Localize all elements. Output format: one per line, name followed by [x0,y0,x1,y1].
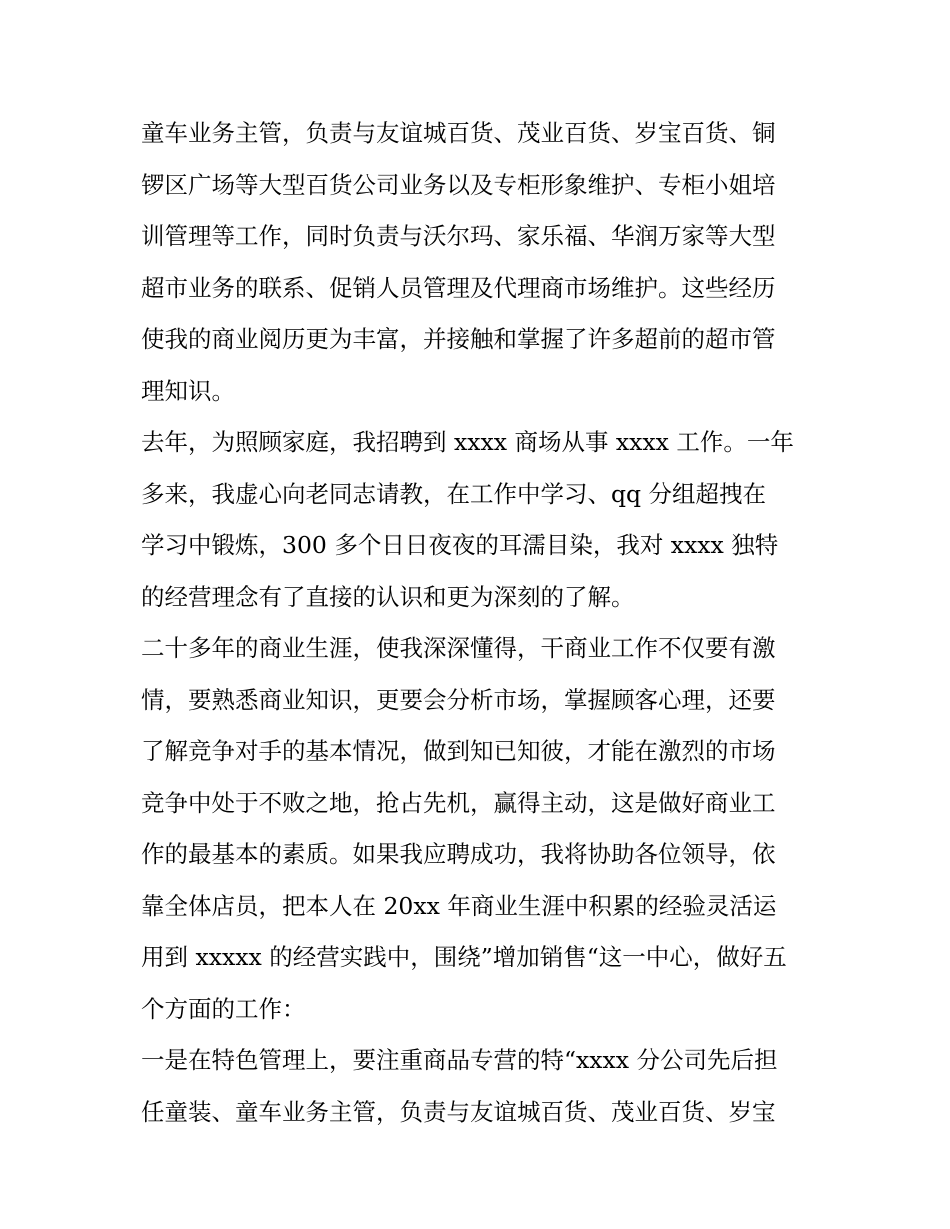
text-line: 多来，我虚心向老同志请教，在工作中学习、qq 分组超拽在 [141,479,767,508]
text-line: 学习中锻炼，300 多个日日夜夜的耳濡目染，我对 xxxx 独特 [141,531,779,559]
paragraph-3 [141,623,821,1035]
text-line: 二十多年的商业生涯，使我深深懂得，干商业工作不仅要有激 [141,634,776,662]
text-line: 作的最基本的素质。如果我应聘成功，我将协助各位领导，依 [141,840,776,868]
paragraph-1 [141,108,821,417]
text-line: 一是在特色管理上，要注重商品专营的特“xxxx 分公司先后担 [141,1046,778,1074]
text-line: 了解竞争对手的基本情况，做到知已知彼，才能在激烈的市场 [141,737,776,765]
text-line: 去年，为照顾家庭，我招聘到 xxxx 商场从事 xxxx 工作。一年 [141,428,794,456]
text-line: 情，要熟悉商业知识，更要会分析市场，掌握顾客心理，还要 [141,685,776,714]
text-line: 锣区广场等大型百货公司业务以及专柜形象维护、专柜小姐培 [141,170,776,199]
text-line: 超市业务的联系、促销人员管理及代理商市场维护。这些经历 [141,273,776,302]
paragraph-4 [141,1035,821,1138]
text-line: 竞争中处于不败之地，抢占先机，赢得主动，这是做好商业工 [141,788,776,817]
text-line: 理知识。 [141,376,235,405]
text-line: 的经营理念有了直接的认识和更为深刻的了解。 [141,582,635,611]
text-line: 任童装、童车业务主管，负责与友谊城百货、茂业百货、岁宝 [141,1097,776,1126]
document-body [141,108,821,1138]
paragraph-2 [141,417,821,623]
text-line: 个方面的工作： [141,994,306,1023]
text-line: 靠全体店员，把本人在 20xx 年商业生涯中积累的经验灵活运 [141,891,777,920]
text-line: 用到 xxxxx 的经营实践中，围绕”增加销售“这一中心，做好五 [141,943,787,971]
text-line: 童车业务主管，负责与友谊城百货、茂业百货、岁宝百货、铜 [141,119,776,147]
text-line: 训管理等工作，同时负责与沃尔玛、家乐福、华润万家等大型 [141,222,776,250]
text-line: 使我的商业阅历更为丰富，并接触和掌握了许多超前的超市管 [141,325,776,353]
